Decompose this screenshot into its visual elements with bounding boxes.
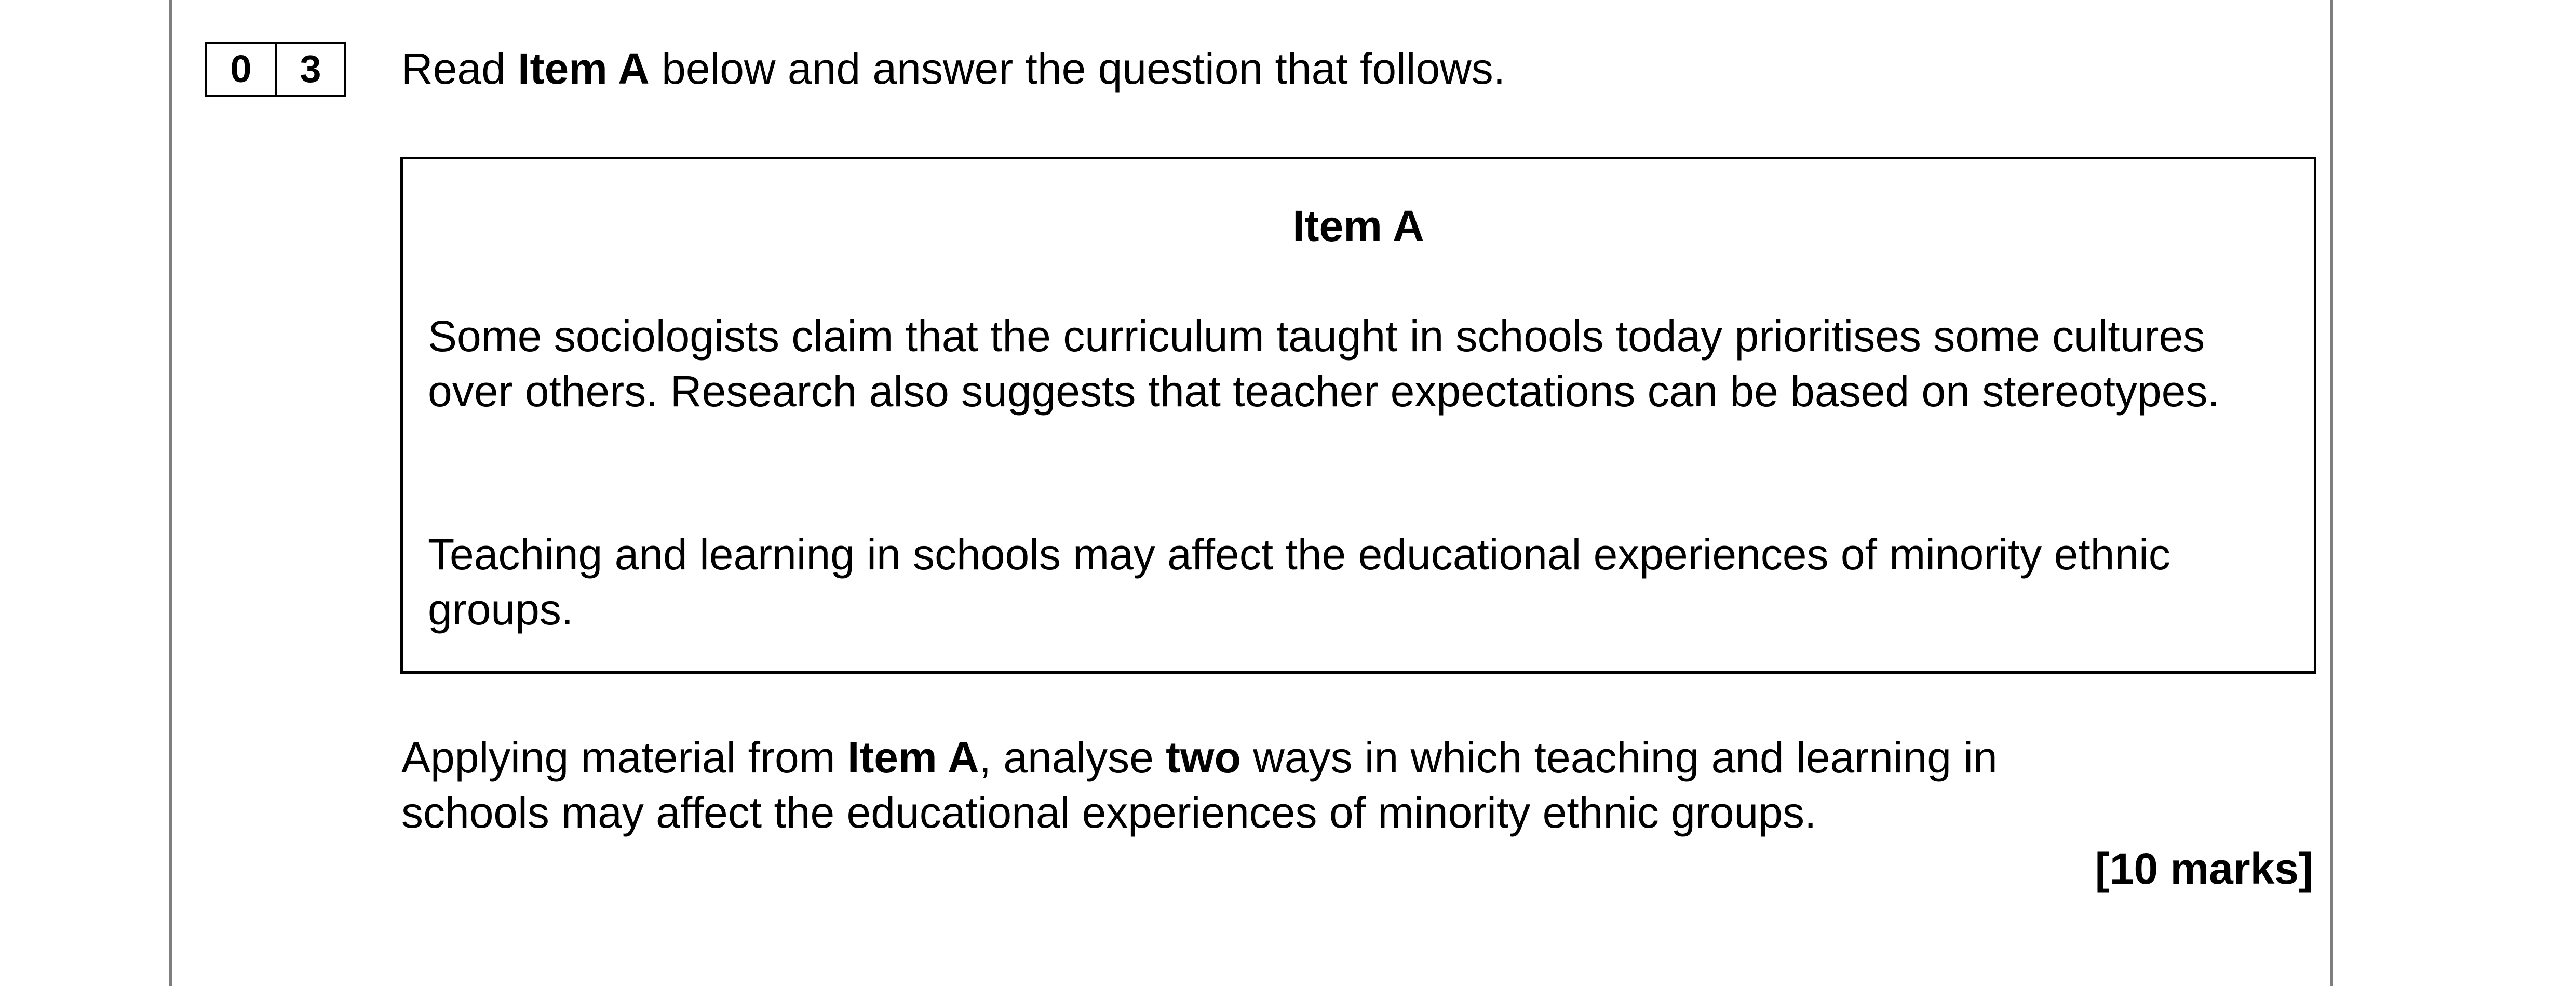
question-number [205, 42, 346, 97]
question-item-ref: Item A [847, 733, 979, 782]
question-number-digit-2: 3 [275, 42, 346, 97]
question-part-1: Applying material from [401, 733, 847, 782]
stem-suffix: below and answer the question that follows. [649, 44, 1506, 93]
stem-item-ref: Item A [518, 44, 650, 93]
marks-label: [10 marks] [2095, 844, 2313, 893]
item-a-box [400, 157, 2316, 674]
question-line-1 [401, 730, 2317, 785]
question-number-digit-1: 0 [205, 42, 277, 97]
item-a-paragraph-2: Teaching and learning in schools may affect the educational experiences of minority ethnic groups. [428, 530, 2170, 634]
question-part-3: ways in which teaching and learning in [1240, 733, 1998, 782]
page-margin-right [2330, 0, 2333, 986]
item-a-paragraph-1: Some sociologists claim that the curriculum taught in schools today prioritises some cultures over others. Research also suggests that teacher expectations can be based on stereotypes. [428, 312, 2220, 416]
question-part-2: , analyse [979, 733, 1166, 782]
question-stem [401, 43, 1505, 95]
question-line-2: schools may affect the educational experiences of minority ethnic groups. [401, 788, 1817, 837]
question-emphasis: two [1166, 733, 1241, 782]
stem-prefix: Read [401, 44, 518, 93]
item-a-title: Item A [1292, 202, 1424, 250]
question-prompt [401, 730, 2317, 840]
page-margin-left [169, 0, 172, 986]
